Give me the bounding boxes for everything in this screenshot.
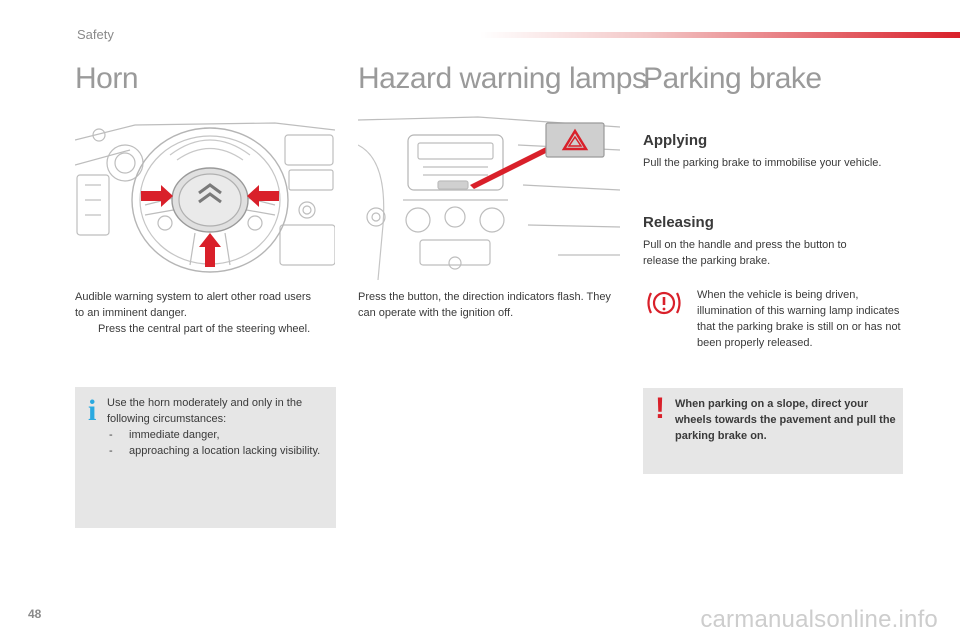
page-number: 48 <box>28 607 42 621</box>
warning-icon: ! <box>655 392 665 425</box>
list-item: - immediate danger, <box>109 429 220 441</box>
section-label: Safety <box>77 27 114 42</box>
hazard-description: Press the button, the direction indicators flash. They can operate with the ignition off. <box>358 291 611 319</box>
info-icon: i <box>88 394 97 427</box>
slope-warning-box <box>643 388 903 474</box>
watermark: carmanualsonline.info <box>700 606 938 633</box>
horn-instruction-text: Press the central part of the steering wheel. <box>98 323 311 335</box>
releasing-text: Pull on the handle and press the button to release the parking brake. <box>643 239 847 267</box>
slope-warning-text: When parking on a slope, direct your wheels towards the pavement and pull the parking brake on. <box>675 398 896 442</box>
brake-warning-lamp-icon <box>645 288 683 318</box>
parking-brake-title: Parking brake <box>643 62 822 95</box>
hazard-title: Hazard warning lamps <box>358 62 647 95</box>
applying-heading: Applying <box>643 132 708 149</box>
horn-instruction <box>75 321 320 337</box>
horn-info-box <box>75 387 336 528</box>
steering-wheel-illustration <box>75 105 335 280</box>
horn-title: Horn <box>75 62 139 95</box>
horn-info-intro: Use the horn moderately and only in the following circumstances: <box>107 397 303 425</box>
header-accent-bar <box>480 32 960 38</box>
center-console-illustration <box>358 105 620 280</box>
warning-lamp-text: When the vehicle is being driven, illumination of this warning lamp indicates that the parking brake is still on or has not been properly released. <box>697 289 901 349</box>
horn-info-list <box>107 427 329 459</box>
releasing-heading: Releasing <box>643 214 714 231</box>
list-item: - approaching a location lacking visibility. <box>109 445 321 457</box>
horn-description: Audible warning system to alert other road users to an imminent danger. <box>75 291 312 319</box>
applying-text: Pull the parking brake to immobilise your vehicle. <box>643 157 882 169</box>
